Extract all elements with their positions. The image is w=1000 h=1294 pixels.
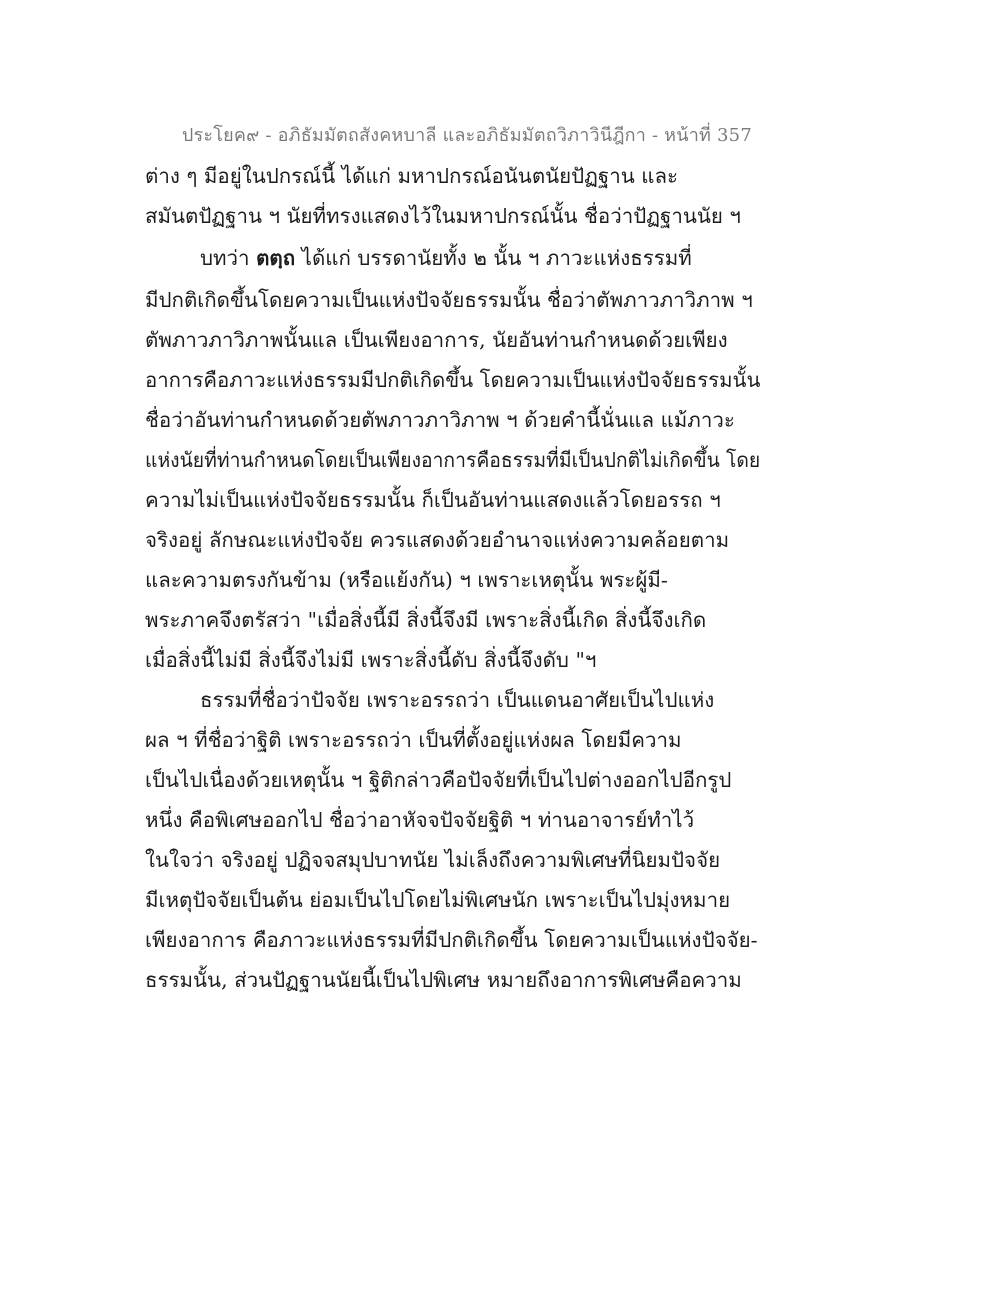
text-line-16: เป็นไปเนื่องด้วยเหตุนั้น ฯ ฐิติกล่าวคือปัจจัยที่เป็นไปต่างออกไปอีกรูป [145, 768, 732, 792]
paragraph-start-text: บทว่า [200, 246, 257, 270]
text-line-12: พระภาคจึงตรัสว่า "เมื่อสิ่งนี้มี สิ่งนี้จึงมี เพราะสิ่งนี้เกิด สิ่งนี้จึงเกิด [145, 608, 707, 632]
text-line-11: และความตรงกันข้าม (หรือแย้งกัน) ฯ เพราะเหตุนั้น พระผู้มี- [145, 568, 668, 592]
text-line-8: แห่งนัยที่ท่านกำหนดโดยเป็นเพียงอาการคือธรรมที่มีเป็นปกติไม่เกิดขึ้น โดย [145, 448, 761, 472]
text-line-7: ชื่อว่าอันท่านกำหนดด้วยตัพภาวภาวิภาพ ฯ ด้วยคำนี้นั่นแล แม้ภาวะ [145, 408, 735, 432]
text-line-3 [200, 242, 692, 275]
text-line-2: สมันตปัฏฐาน ฯ นัยที่ทรงแสดงไว้ในมหาปกรณ์นั้น ชื่อว่าปัฏฐานนัย ฯ [145, 204, 741, 228]
text-line-18: ในใจว่า จริงอยู่ ปฏิจจสมุปบาทนัย ไม่เล็งถึงความพิเศษที่นิยมปัจจัย [145, 848, 721, 872]
text-line-5: ตัพภาวภาวิภาพนั้นแล เป็นเพียงอาการ, นัยอันท่านกำหนดด้วยเพียง [145, 328, 728, 352]
running-header: ประโยค๙ - อภิธัมมัตถสังคหบาลี และอภิธัมมัตถวิภาวินีฎีกา - หน้าที่ 357 [181, 125, 752, 146]
text-line-4: มีปกติเกิดขึ้นโดยความเป็นแห่งปัจจัยธรรมนั้น ชื่อว่าตัพภาวภาวิภาพ ฯ [145, 288, 753, 312]
text-line-20: เพียงอาการ คือภาวะแห่งธรรมที่มีปกติเกิดขึ้น โดยความเป็นแห่งปัจจัย- [145, 928, 758, 952]
text-line-21: ธรรมนั้น, ส่วนปัฏฐานนัยนี้เป็นไปพิเศษ หมายถึงอาการพิเศษคือความ [145, 968, 742, 992]
text-line-19: มีเหตุปัจจัยเป็นต้น ย่อมเป็นไปโดยไม่พิเศษนัก เพราะเป็นไปมุ่งหมาย [145, 888, 731, 912]
text-line-10: จริงอยู่ ลักษณะแห่งปัจจัย ควรแสดงด้วยอำนาจแห่งความคล้อยตาม [145, 528, 730, 552]
text-line-9: ความไม่เป็นแห่งปัจจัยธรรมนั้น ก็เป็นอันท่านแสดงแล้วโดยอรรถ ฯ [145, 488, 721, 512]
pali-term-bold: ตตฺถ [256, 246, 296, 270]
text-line-14: ธรรมที่ชื่อว่าปัจจัย เพราะอรรถว่า เป็นแดนอาศัยเป็นไปแห่ง [200, 688, 715, 712]
paragraph-continued-text: ได้แก่ บรรดานัยทั้ง ๒ นั้น ฯ ภาวะแห่งธรรมที่ [295, 246, 692, 270]
text-line-6: อาการคือภาวะแห่งธรรมมีปกติเกิดขึ้น โดยความเป็นแห่งปัจจัยธรรมนั้น [145, 368, 761, 392]
text-line-1: ต่าง ๆ มีอยู่ในปกรณ์นี้ ได้แก่ มหาปกรณ์อนันตนัยปัฏฐาน และ [145, 164, 679, 188]
text-line-15: ผล ฯ ที่ชื่อว่าฐิติ เพราะอรรถว่า เป็นที่ตั้งอยู่แห่งผล โดยมีความ [145, 728, 682, 752]
text-line-13: เมื่อสิ่งนี้ไม่มี สิ่งนี้จึงไม่มี เพราะสิ่งนี้ดับ สิ่งนี้จึงดับ "ฯ [145, 648, 597, 672]
text-line-17: หนึ่ง คือพิเศษออกไป ชื่อว่าอาหัจจปัจจัยฐิติ ฯ ท่านอาจารย์ทำไว้ [145, 808, 695, 832]
